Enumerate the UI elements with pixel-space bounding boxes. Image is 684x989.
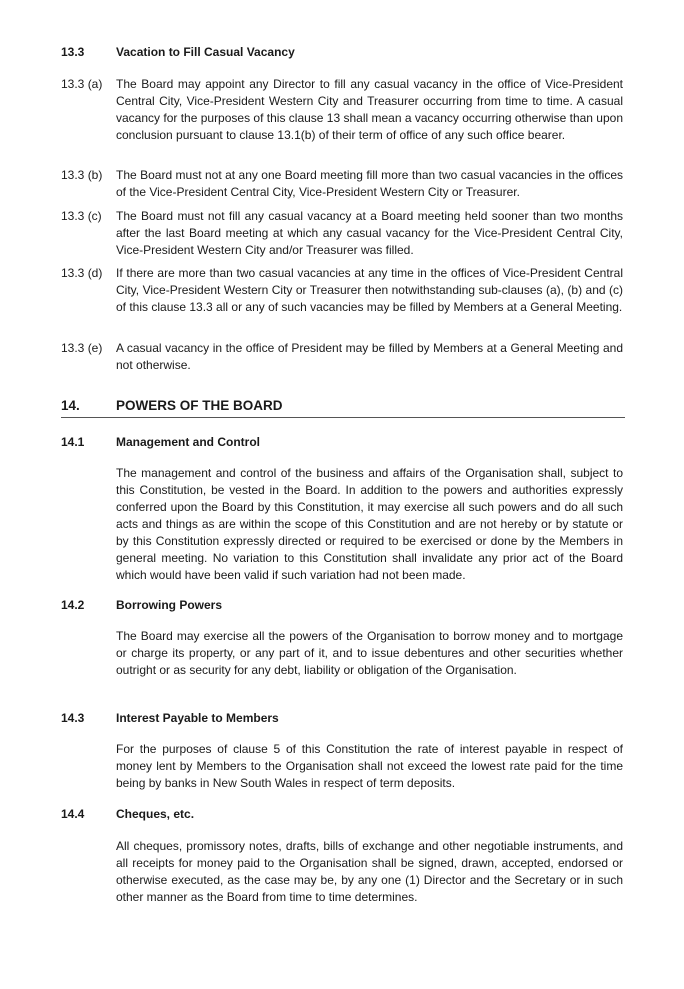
item-label: 13.3 (e) bbox=[61, 341, 103, 355]
clause-heading: Interest Payable to Members bbox=[116, 711, 279, 725]
clause-heading: Borrowing Powers bbox=[116, 598, 223, 612]
item-label: 13.3 (c) bbox=[61, 209, 102, 223]
item-text: The Board must not at any one Board meeting fill more than two casual vacancies in the offices of the Vice-President Central City, Vice-President Western City or Treasurer. bbox=[116, 168, 623, 199]
clause-number: 13.3 bbox=[61, 45, 85, 59]
clause-14-2-text: The Board may exercise all the powers of the Organisation to borrow money and to mortgage or charge its property, or any part of it, and to issue debentures and other securities whether outright or as security for any debt, liability or obligation of the Organisation. bbox=[116, 629, 623, 677]
item-text: A casual vacancy in the office of President may be filled by Members at a General Meeting and not otherwise. bbox=[116, 341, 623, 372]
section-title: POWERS OF THE BOARD bbox=[116, 398, 283, 413]
clause-number: 14.4 bbox=[61, 807, 85, 821]
clause-14-3-text: For the purposes of clause 5 of this Constitution the rate of interest payable in respect of money lent by Members to the Organisation shall not exceed the lowest rate paid for the time being by banks in New South Wales in respect of term deposits. bbox=[116, 742, 623, 790]
item-text: If there are more than two casual vacancies at any time in the offices of Vice-President Central City, Vice-President Western City or Treasurer then notwithstanding sub-clauses (a), (b) and (c) of this clause 13.3 all or any of such vacancies may be filled by Members at a General Meeting. bbox=[116, 266, 623, 314]
item-label: 13.3 (b) bbox=[61, 168, 103, 182]
section-14-heading bbox=[61, 397, 625, 418]
clause-14-4-text: All cheques, promissory notes, drafts, bills of exchange and other negotiable instruments, and all receipts for money paid to the Organisation shall be signed, drawn, accepted, endorsed or otherwise executed, as the case may be, by any one (1) Director and the Secretary or in such other manner as the Board from time to time determines. bbox=[116, 839, 623, 904]
item-label: 13.3 (a) bbox=[61, 77, 103, 91]
item-text: The Board may appoint any Director to fill any casual vacancy in the office of Vice-President Central City, Vice-President Western City and Treasurer occurring from time to time. A casual vacancy for the purposes of this clause 13 shall mean a vacancy occurring otherwise than upon conclusion pursuant to clause 13.1(b) of their term of office of any such office bearer. bbox=[116, 77, 623, 142]
clause-14-1-text: The management and control of the business and affairs of the Organisation shall, subject to this Constitution, be vested in the Board. In addition to the powers and authorities expressly conferred upon the Board by this Constitution, it may exercise all such powers and do all such acts and things as are within the scope of this Constitution and are not hereby or by statute or by this Constitution expressly directed or required to be exercised or done by the Members in general meeting. No variation to this Constitution shall invalidate any prior act of the Board which would have been valid if such variation had not been made. bbox=[116, 466, 623, 582]
clause-heading: Cheques, etc. bbox=[116, 807, 195, 821]
item-label: 13.3 (d) bbox=[61, 266, 103, 280]
clause-number: 14.1 bbox=[61, 435, 85, 449]
item-text: The Board must not fill any casual vacancy at a Board meeting held sooner than two months after the last Board meeting at which any casual vacancy for the Vice-President Central City, Vice-President Western City and/or Treasurer was filled. bbox=[116, 209, 623, 257]
clause-number: 14.3 bbox=[61, 711, 85, 725]
section-number: 14. bbox=[61, 398, 80, 413]
clause-number: 14.2 bbox=[61, 598, 85, 612]
clause-heading: Management and Control bbox=[116, 435, 261, 449]
clause-heading: Vacation to Fill Casual Vacancy bbox=[116, 45, 295, 59]
